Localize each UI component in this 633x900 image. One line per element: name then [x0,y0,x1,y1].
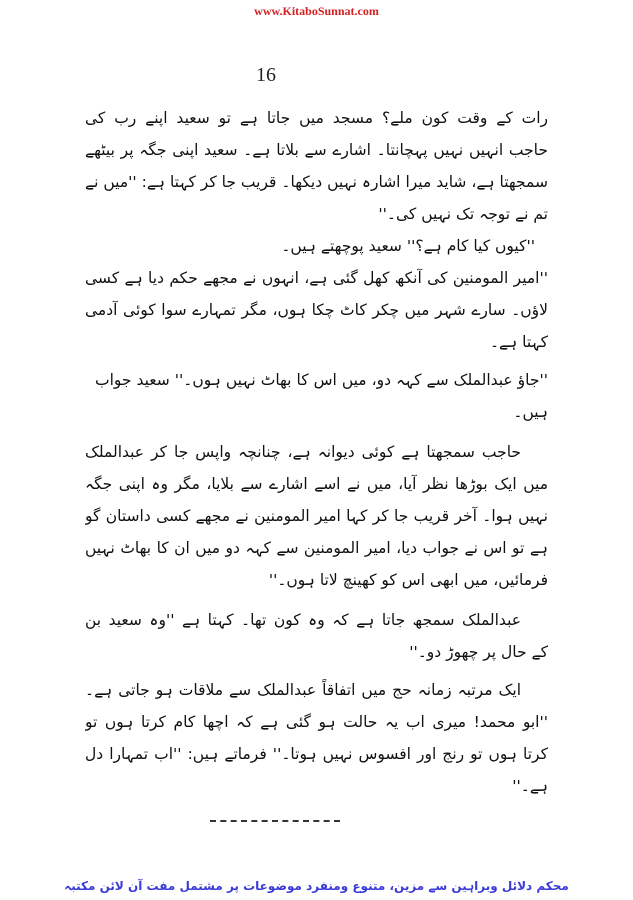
text-line: ''امیر المومنین کی آنکھ کھل گئی ہے، انہوں نے مجھے حکم دیا ہے کسی [85,269,548,287]
text-line: لاؤں۔ سارے شہر میں چکر کاٹ چکا ہوں، مگر تمہارے سوا کوئی آدمی [85,301,548,319]
text-line: ''کیوں کیا کام ہے؟'' سعید پوچھتے ہیں۔ [281,237,535,255]
text-line: ہیں۔ [513,403,548,421]
text-line: کرتا ہوں تو رنج اور افسوس نہیں ہوتا۔'' فرماتے ہیں: ''اب تمہارا دل [85,745,548,763]
text-line: نہیں ہوا۔ آخر قریب جا کر کہا امیر المومنین نے مجھے کسی داستان گو [85,507,548,525]
text-line: حاجب انہیں نہیں پہچانتا۔ اشارے سے بلاتا ہے۔ سعید اپنی جگہ پر بیٹھے [85,141,548,159]
page-number: 16 [256,64,276,86]
text-line: فرمائیں، میں ابھی اس کو کھینچ لاتا ہوں۔'' [268,571,548,589]
section-divider [210,820,340,822]
text-line: ہے تو اس نے جواب دیا، امیر المومنین سے کہہ دو میں ان کا بھاٹ نہیں [85,539,548,557]
text-line: سمجھتا ہے، شاید میرا اشارہ نہیں دیکھا۔ قریب جا کر کہتا ہے: ''میں نے [85,173,548,191]
text-line: کے حال پر چھوڑ دو۔'' [409,643,548,661]
footer-tagline: محکم دلائل وبراہین سے مزین، متنوع ومنفرد موضوعات پر مشتمل مفت آن لائن مکتبہ [64,879,569,893]
text-line: عبدالملک سمجھ جاتا ہے کہ وہ کون تھا۔ کہتا ہے ''وہ سعید بن [85,611,521,629]
text-line: میں ایک بوڑھا نظر آیا، میں نے اسے اشارے سے بلایا، مگر وہ اپنی جگہ [85,475,548,493]
text-line: ہے۔'' [512,777,548,795]
site-header-link[interactable]: www.KitaboSunnat.com [254,4,379,18]
text-line: ''جاؤ عبدالملک سے کہہ دو، میں اس کا بھاٹ نہیں ہوں۔'' سعید جواب [95,371,548,389]
text-line: ایک مرتبہ زمانہ حج میں اتفاقاً عبدالملک سے ملاقات ہو جاتی ہے۔ [85,681,521,699]
text-line: کہتا ہے۔ [489,333,548,351]
text-line: رات کے وقت کون ملے؟ مسجد میں جاتا ہے تو سعید اپنے رب کی [85,109,548,127]
text-line: حاجب سمجھتا ہے کوئی دیوانہ ہے، چنانچہ واپس جا کر عبدالملک [85,443,521,461]
text-line: تم نے توجہ تک نہیں کی۔'' [378,205,548,223]
text-line: ''ابو محمد! میری اب یہ حالت ہو گئی ہے کہ اچھا کام کرتا ہوں تو [85,713,548,731]
